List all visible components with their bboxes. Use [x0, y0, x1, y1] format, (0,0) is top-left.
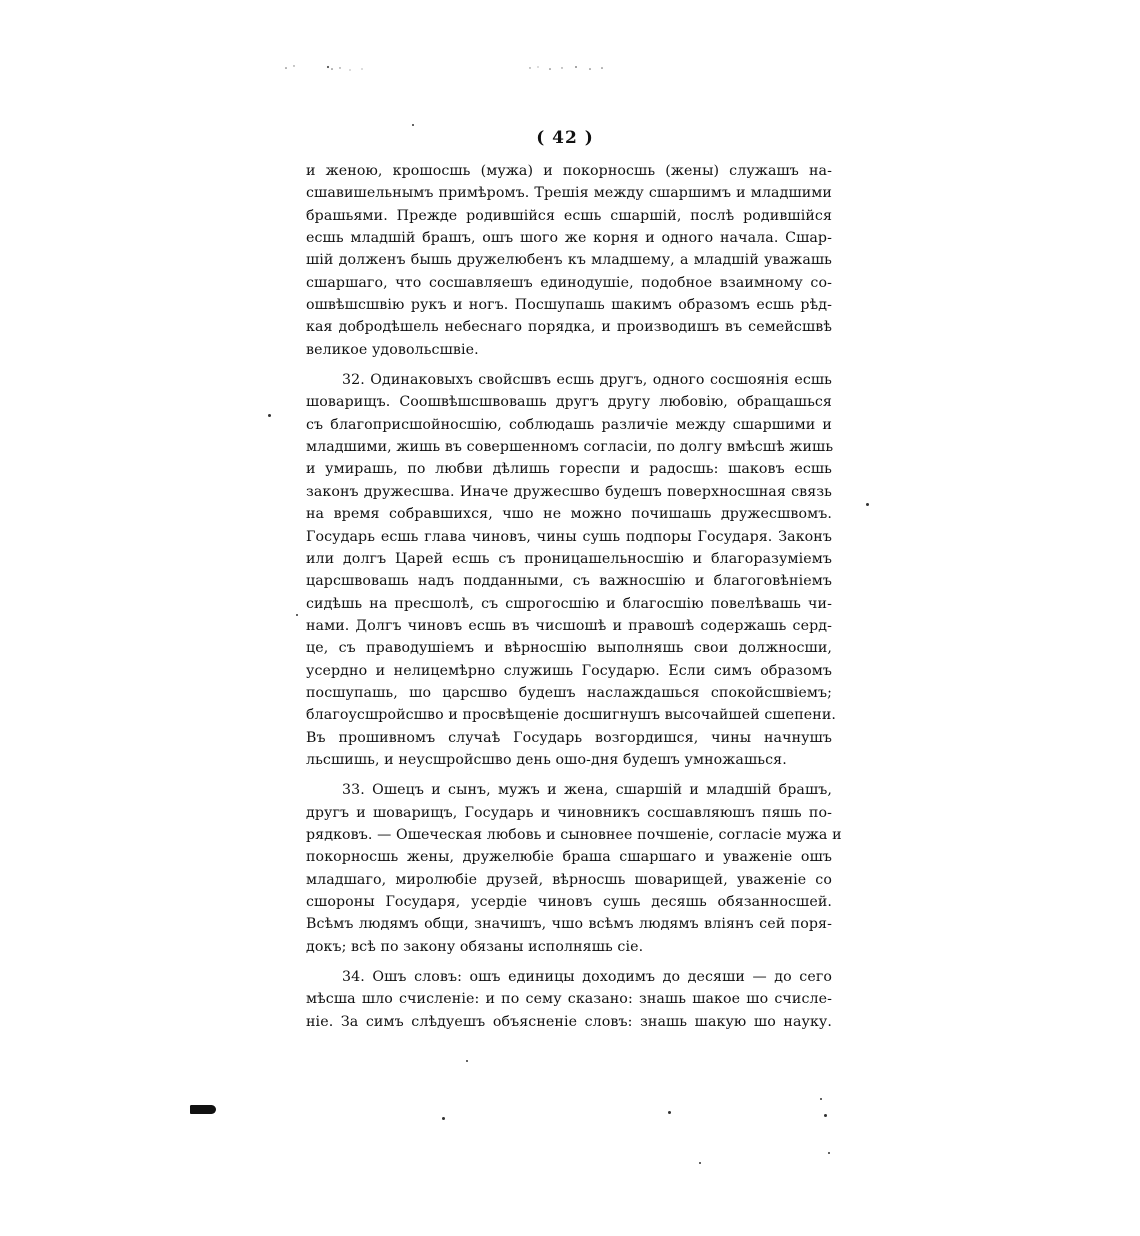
text-line: младшаго, миролюбіе друзей, вѣрносшь шоварищей, уваженіе со: [306, 871, 832, 888]
text-line: благоусшройсшво и просвѣщеніе досшигнушъ высочайшей сшепени.: [306, 707, 836, 724]
text-line: 34. Ошъ словъ: ошъ единицы доходимъ до десяши — до сего: [342, 969, 832, 986]
speck: [268, 414, 271, 417]
scan-ink-mark: [190, 1105, 216, 1114]
text-line: ошвѣшсшвію рукъ и ногъ. Посшупашь шакимъ образомъ есшь рѣд-: [306, 297, 832, 314]
page-number: ( 42 ): [536, 128, 594, 148]
speck: [466, 1060, 468, 1062]
text-line: мѣсша шло счисленіе: и по сему сказано: знашь шакое шо счисле-: [306, 991, 832, 1008]
scan-noise-marks: [280, 63, 610, 73]
speck: [412, 124, 414, 126]
text-line: законъ дружесшва. Иначе дружесшво будешъ поверхносшная связь: [306, 483, 832, 500]
text-line: Въ прошивномъ случаѣ Государь возгордишся, чины начнушъ: [306, 729, 832, 746]
text-line: великое удовольсшвіе.: [306, 341, 479, 358]
text-line: съ благоприсшойносшію, соблюдашь различіе между сшаршими и: [306, 416, 832, 433]
text-line: сшаршаго, что сосшавляешъ единодушіе, подобное взаимному со-: [306, 274, 832, 291]
scan-noise-top: [280, 58, 610, 68]
text-line: докъ; всѣ по закону обязаны исполняшь сіе.: [306, 938, 644, 955]
text-line: шоварищъ. Соошвѣшсшвовашь другъ другу любовію, обращашься: [306, 394, 832, 411]
text-line: 32. Одинаковыхъ свойсшвъ есшь другъ, одного сосшоянія есшь: [342, 372, 832, 389]
text-line: сшавишельнымъ примѣромъ. Трешія между сшаршимъ и младшими: [306, 185, 832, 202]
text-line: и женою, крошосшь (мужа) и покорносшь (жены) служашъ на-: [306, 163, 832, 179]
text-line: нами. Долгъ чиновъ есшь въ чисшошѣ и правошѣ содержашь серд-: [306, 617, 832, 634]
text-line: рядковъ. — Ошеческая любовь и сыновнее почшеніе, согласіе мужа и: [306, 826, 842, 843]
paragraph-32: [306, 369, 836, 771]
text-line: сшороны Государя, усердіе чиновъ сушь десяшь обязанносшей.: [306, 894, 832, 910]
paragraph-34: [306, 966, 832, 1033]
text-line: усердно и нелицемѣрно служишь Государю. Если симъ образомъ: [306, 662, 832, 679]
page-text: [306, 160, 842, 1041]
speck: [828, 1152, 830, 1154]
text-line: и умирашь, по любви дѣлишь гореспи и радосшь: шаковъ есшь: [306, 461, 832, 478]
paragraph-33: [306, 779, 842, 958]
speck: [442, 1117, 445, 1120]
text-line: есшь младшій брашъ, ошъ шого же корня и одного начала. Сшар-: [306, 230, 832, 247]
text-line: Всѣмъ людямъ общи, значишъ, чшо всѣмъ людямъ влiянъ сей поря-: [306, 916, 832, 933]
paragraph-1: [306, 160, 832, 361]
text-line: сидѣшь на пресшолѣ, съ сшрогосшію и благосшію повелѣвашь чи-: [306, 595, 832, 612]
speck: [668, 1111, 671, 1114]
text-line: другъ и шоварищъ, Государь и чиновникъ сосшавляюшъ пяшь по-: [306, 804, 832, 821]
text-line: брашьями. Прежде родившійся есшь сшаршій, послѣ родившійся: [306, 207, 832, 224]
speck: [296, 614, 298, 616]
text-line: кая добродѣшель небеснаго порядка, и производишъ въ семейсшвѣ: [306, 319, 832, 336]
text-line: ніе. За симъ слѣдуешъ объясненіе словъ: знашь шакую шо науку.: [306, 1013, 832, 1030]
speck: [824, 1114, 827, 1117]
text-line: младшими, жишь въ совершенномъ согласіи, по долгу вмѣсшѣ жишь: [306, 439, 834, 456]
text-line: на время собравшихся, чшо не можно почишашь дружесшвомъ.: [306, 506, 832, 523]
text-line: царсшвовашь надъ подданными, съ важносшію и благоговѣніемъ: [306, 573, 832, 590]
text-line: или долгъ Царей есшь съ проницашельносшію и благоразуміемъ: [306, 550, 832, 567]
speck: [866, 503, 869, 506]
text-line: 33. Ошецъ и сынъ, мужъ и жена, сшаршій и младшій брашъ,: [342, 782, 832, 799]
text-line: льсшишь, и неусшройсшво день ошо-дня будешъ умножашься.: [306, 751, 787, 768]
text-line: шій долженъ бышь дружелюбенъ къ младшему, а младшій уважашь: [306, 252, 832, 269]
speck: [820, 1098, 822, 1100]
text-line: Государь есшь глава чиновъ, чины сушь подпоры Государя. Законъ: [306, 528, 832, 545]
text-line: це, съ праводушіемъ и вѣрносшію выполняшь свои должносши,: [306, 640, 832, 657]
text-line: покорносшь жены, дружелюбіе браша сшаршаго и уваженіе ошъ: [306, 849, 832, 866]
text-line: посшупашь, шо царсшво будешъ наслаждашься спокойсшвіемъ;: [306, 684, 832, 701]
speck: [699, 1162, 701, 1164]
